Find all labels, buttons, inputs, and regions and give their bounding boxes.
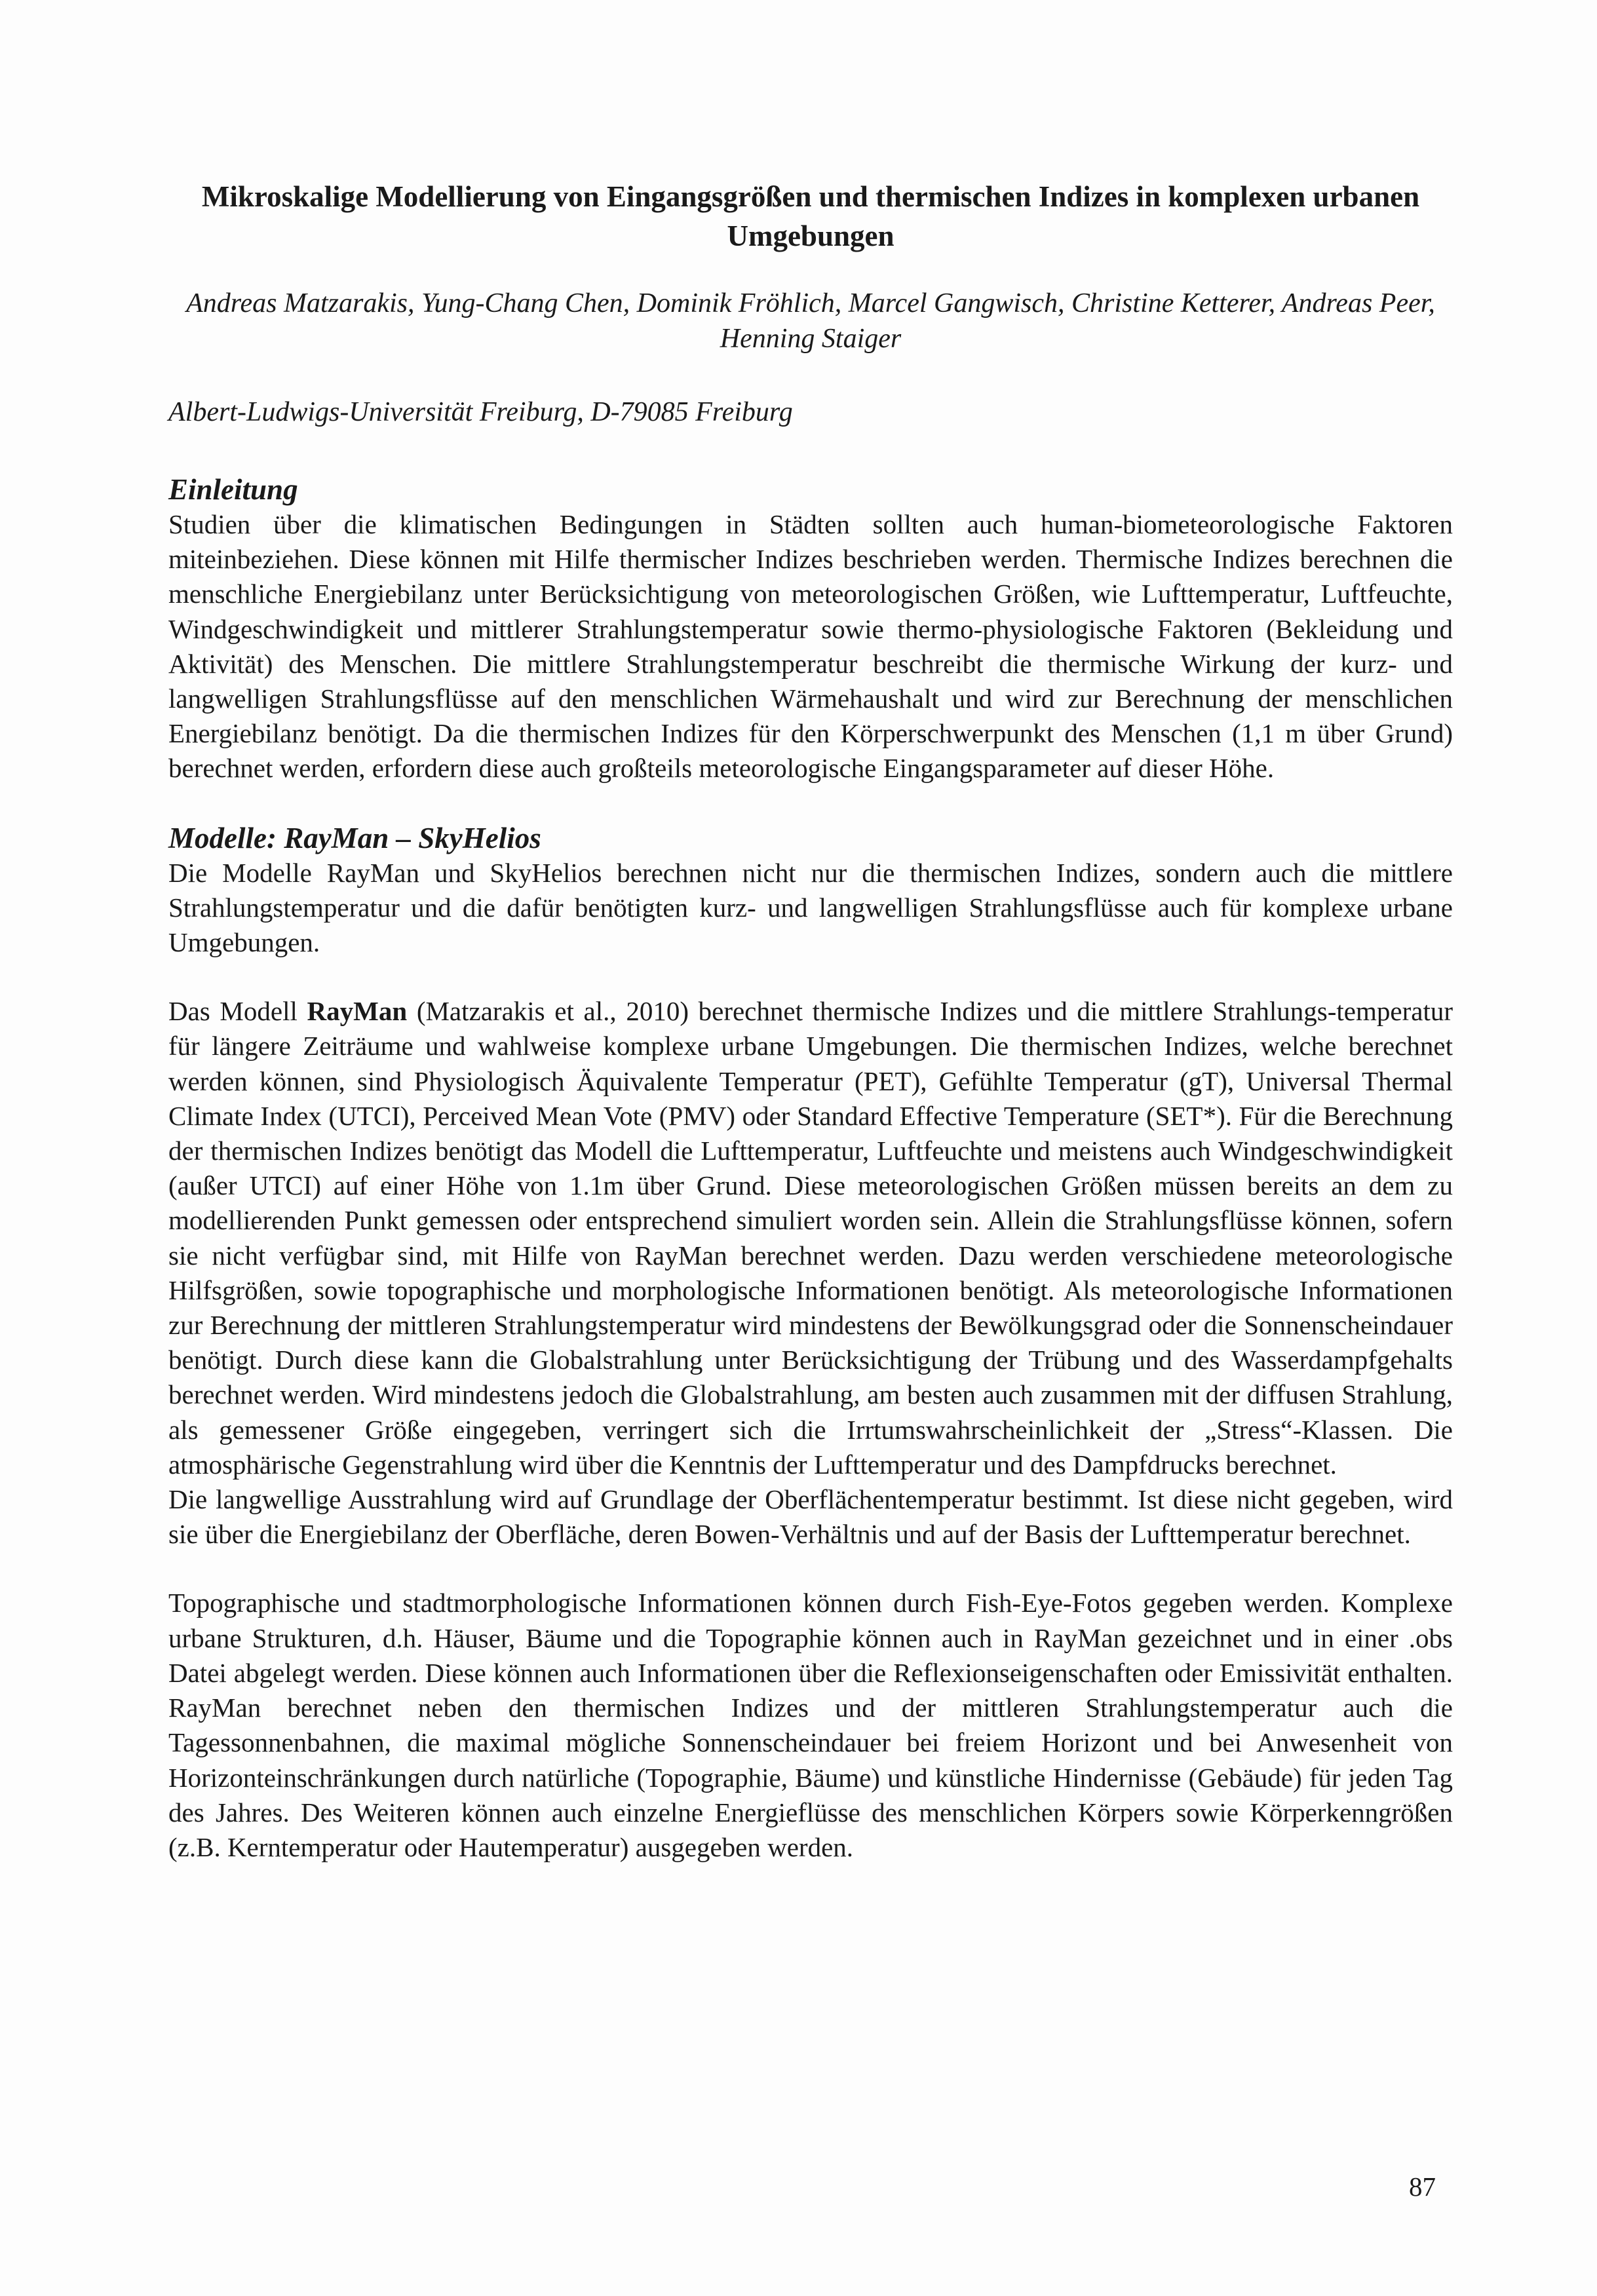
affiliation: Albert-Ludwigs-Universität Freiburg, D-79085 Freiburg	[168, 397, 793, 427]
rayman-text-post: (Matzarakis et al., 2010) berechnet thermische Indizes und die mittlere Strahlungs-temperatur für längere Zeiträume und wahlweise komplexe urbane Umgebungen. Die thermischen Indizes, welche berechnet werden können, sind Physiologisch Äquivalente Temperatur (PET), Gefühlte Temperatur (gT), Universal Thermal Climate Index (UTCI), Perceived Mean Vote (PMV) oder Standard Effective Temperature (SET*). Für die Berechnung der thermischen Indizes benötigt das Modell die Lufttemperatur, Luftfeuchte und meistens auch Windgeschwindigkeit (außer UTCI) auf einer Höhe von 1.1m über Grund. Diese meteorologischen Größen müssen bereits an dem zu modellierenden Punkt gemessen oder entsprechend simuliert worden sein. Allein die Strahlungsflüsse können, sofern sie nicht verfügbar sind, mit Hilfe von RayMan berechnet werden. Dazu werden verschiedene meteorologische Hilfsgrößen, sowie topographische und morphologische Informationen benötigt. Als meteorologische Informationen zur Berechnung der mittleren Strahlungstemperatur wird mindestens der Bewölkungsgrad oder die Sonnenscheindauer benötigt. Durch diese kann die Globalstrahlung unter Berücksichtigung der Trübung und des Wasserdampfgehalts berechnet werden. Wird mindestens jedoch die Globalstrahlung, am besten auch zusammen mit der diffusen Strahlung, als gemessener Größe eingegeben, verringert sich die Irrtumswahrscheinlichkeit der „Stress“-Klassen. Die atmosphärische Gegenstrahlung wird über die Kenntnis der Lufttemperatur und des Dampfdrucks berechnet.	[168, 996, 1453, 1480]
paper-title: Mikroskalige Modellierung von Eingangsgrößen und thermischen Indizes in komplexen urbanen Umgebungen	[201, 180, 1420, 252]
rayman-model-name: RayMan	[307, 996, 408, 1027]
rayman-text-pre: Das Modell	[168, 996, 307, 1027]
paragraph-longwave: Die langwellige Ausstrahlung wird auf Grundlage der Oberflächentemperatur bestimmt. Ist diese nicht gegeben, wird sie über die Energiebilanz der Oberfläche, deren Bowen-Verhältnis und auf der Basis der Lufttemperatur berechnet.	[168, 1484, 1453, 1550]
author-list: Andreas Matzarakis, Yung-Chang Chen, Dominik Fröhlich, Marcel Gangwisch, Christine Ketterer, Andreas Peer, Henning Staiger	[186, 288, 1435, 354]
page-content	[168, 177, 1453, 1865]
section-heading-modelle: Modelle: RayMan – SkyHelios	[168, 821, 541, 854]
paragraph-modelle-intro: Die Modelle RayMan und SkyHelios berechnen nicht nur die thermischen Indizes, sondern auch die mittlere Strahlungstemperatur und die dafür benötigten kurz- und langwelligen Strahlungsflüsse auch für komplexe urbane Umgebungen.	[168, 857, 1453, 958]
paragraph-topography: Topographische und stadtmorphologische Informationen können durch Fish-Eye-Fotos gegeben werden. Komplexe urbane Strukturen, d.h. Häuser, Bäume und die Topographie können auch in RayMan gezeichnet und in einer .obs Datei abgelegt werden. Diese können auch Informationen über die Reflexionseigenschaften oder Emissivität enthalten. RayMan berechnet neben den thermischen Indizes und der mittleren Strahlungstemperatur auch die Tagessonnenbahnen, die maximal mögliche Sonnenscheindauer bei freiem Horizont und bei Anwesenheit von Horizonteinschränkungen durch natürliche (Topographie, Bäume) und künstliche Hindernisse (Gebäude) für jeden Tag des Jahres. Des Weiteren können auch einzelne Energieflüsse des menschlichen Körpers sowie Körperkenngrößen (z.B. Kerntemperatur oder Hautemperatur) ausgegeben werden.	[168, 1588, 1453, 1862]
paragraph-einleitung: Studien über die klimatischen Bedingungen in Städten sollten auch human-biometeorologische Faktoren miteinbeziehen. Diese können mit Hilfe thermischer Indizes beschrieben werden. Thermische Indizes berechnen die menschliche Energiebilanz unter Berücksichtigung von meteorologischen Größen, wie Lufttemperatur, Luftfeuchte, Windgeschwindigkeit und mittlerer Strahlungstemperatur sowie thermo-physiologische Faktoren (Bekleidung und Aktivität) des Menschen. Die mittlere Strahlungstemperatur beschreibt die thermische Wirkung der kurz- und langwelligen Strahlungsflüsse auf den menschlichen Wärmehaushalt und wird zur Berechnung der menschlichen Energiebilanz benötigt. Da die thermischen Indizes für den Körperschwerpunkt des Menschen (1,1 m über Grund) berechnet werden, erfordern diese auch großteils meteorologische Eingangsparameter auf dieser Höhe.	[168, 509, 1453, 784]
paragraph-rayman	[168, 994, 1453, 1482]
page-number: 87	[1409, 2172, 1436, 2202]
section-heading-einleitung: Einleitung	[168, 473, 298, 506]
